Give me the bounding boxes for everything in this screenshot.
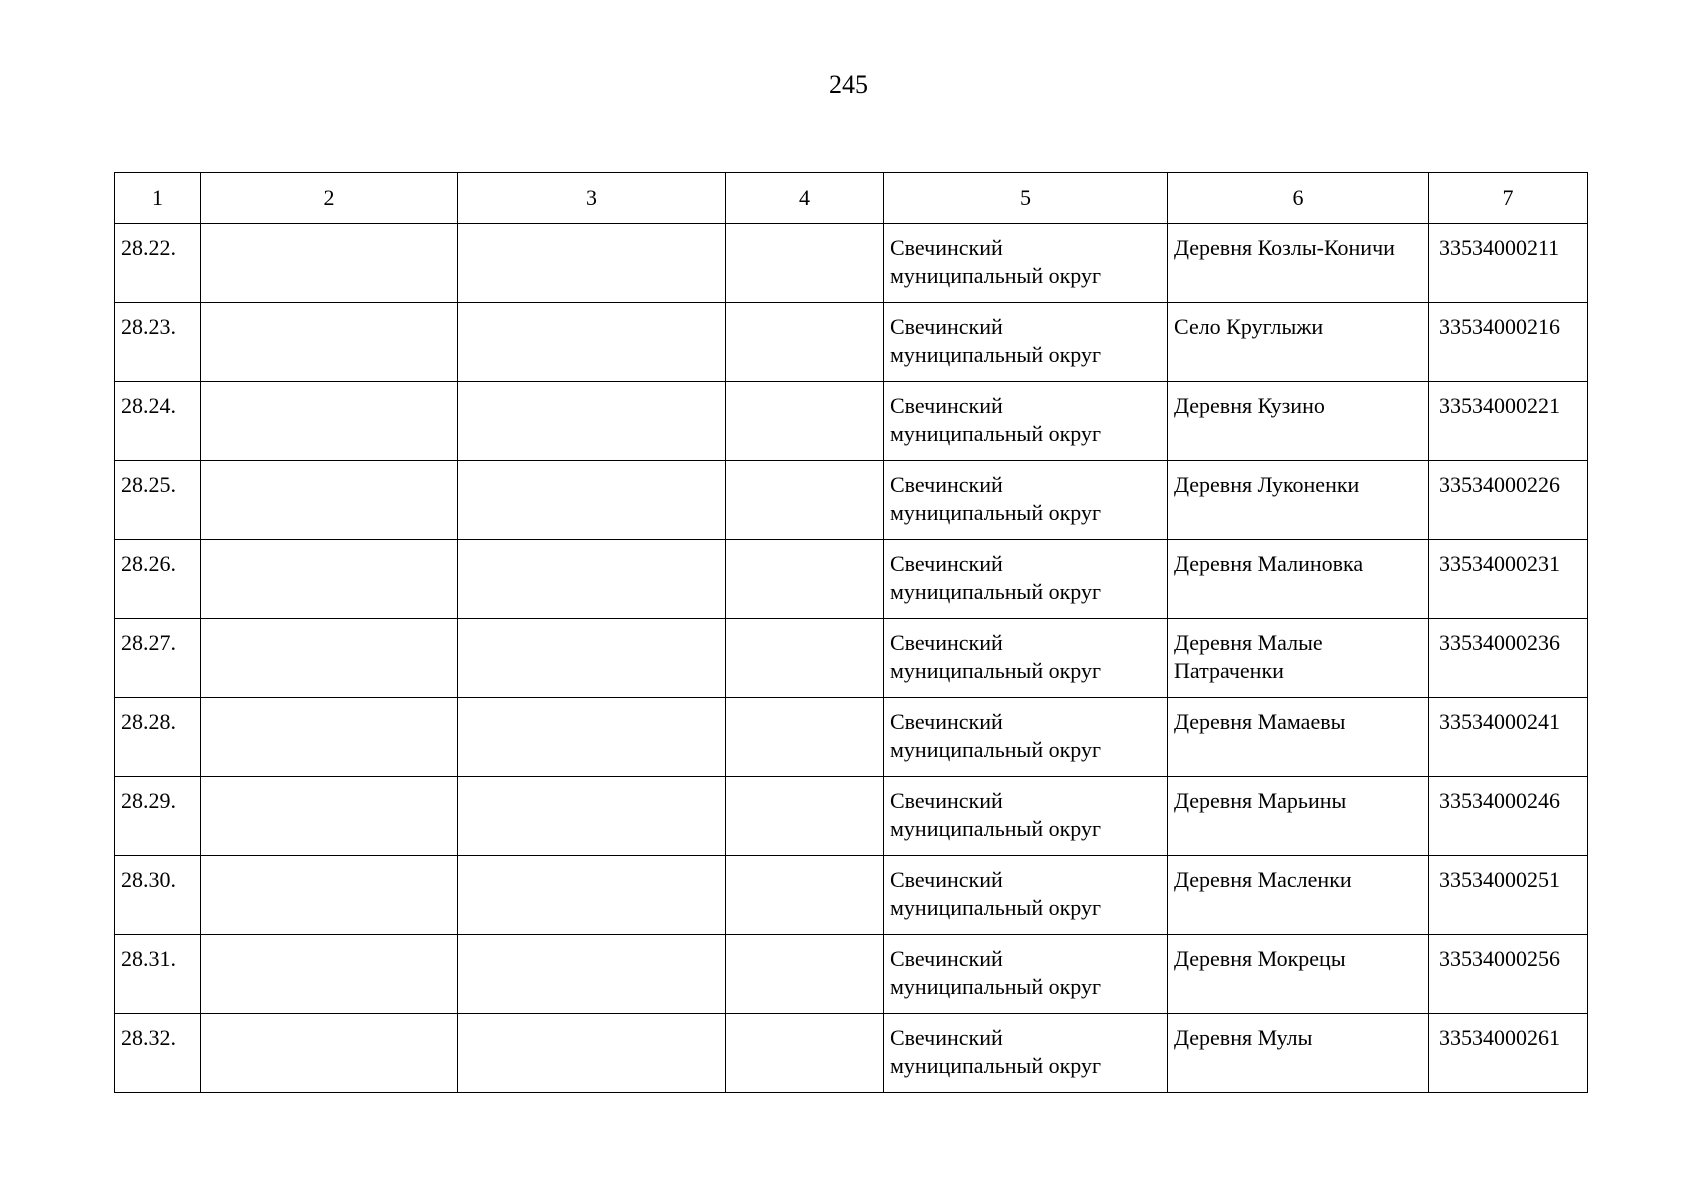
column-4-cell [726,856,884,935]
row-number-cell: 28.24. [115,382,201,461]
district-cell [884,935,1168,1014]
column-2-cell [201,303,458,382]
table-row [115,303,1588,382]
district-type: муниципальный округ [890,895,1102,920]
row-number-cell: 28.23. [115,303,201,382]
row-number-cell: 28.31. [115,935,201,1014]
column-2-cell [201,698,458,777]
district-name: Свечинский [890,235,1003,260]
district-type: муниципальный округ [890,974,1102,999]
column-3-cell [458,856,726,935]
settlement-cell: Деревня Малиновка [1168,540,1429,619]
district-type: муниципальный округ [890,816,1102,841]
column-2-cell [201,461,458,540]
district-type: муниципальный округ [890,658,1102,683]
district-cell [884,698,1168,777]
column-4-cell [726,698,884,777]
settlement-cell: Деревня Малые Патраченки [1168,619,1429,698]
settlement-cell: Деревня Мокрецы [1168,935,1429,1014]
oktmo-code-cell: 33534000246 [1429,777,1588,856]
district-cell [884,619,1168,698]
column-4-cell [726,935,884,1014]
row-number-cell: 28.22. [115,224,201,303]
district-type: муниципальный округ [890,342,1102,367]
oktmo-code-cell: 33534000216 [1429,303,1588,382]
column-4-cell [726,461,884,540]
table-row [115,224,1588,303]
district-cell [884,461,1168,540]
column-4-cell [726,540,884,619]
district-cell [884,224,1168,303]
oktmo-code-cell: 33534000236 [1429,619,1588,698]
row-number-cell: 28.25. [115,461,201,540]
settlement-cell: Село Круглыжи [1168,303,1429,382]
column-header-3: 3 [458,173,726,224]
column-4-cell [726,303,884,382]
district-type: муниципальный округ [890,421,1102,446]
row-number-cell: 28.29. [115,777,201,856]
column-3-cell [458,935,726,1014]
table-row [115,935,1588,1014]
column-4-cell [726,619,884,698]
column-4-cell [726,1014,884,1093]
column-2-cell [201,540,458,619]
district-type: муниципальный округ [890,263,1102,288]
column-3-cell [458,1014,726,1093]
table-row [115,1014,1588,1093]
settlement-cell: Деревня Козлы-Коничи [1168,224,1429,303]
oktmo-code-cell: 33534000231 [1429,540,1588,619]
row-number-cell: 28.27. [115,619,201,698]
row-number-cell: 28.30. [115,856,201,935]
column-3-cell [458,698,726,777]
district-cell [884,382,1168,461]
column-header-1: 1 [115,173,201,224]
oktmo-code-cell: 33534000251 [1429,856,1588,935]
column-2-cell [201,1014,458,1093]
settlement-cell: Деревня Масленки [1168,856,1429,935]
row-number-cell: 28.32. [115,1014,201,1093]
column-3-cell [458,382,726,461]
district-cell [884,303,1168,382]
column-2-cell [201,224,458,303]
settlement-cell: Деревня Мамаевы [1168,698,1429,777]
district-name: Свечинский [890,946,1003,971]
district-type: муниципальный округ [890,1053,1102,1078]
oktmo-code-cell: 33534000221 [1429,382,1588,461]
district-name: Свечинский [890,314,1003,339]
table-row [115,382,1588,461]
page-number: 245 [829,70,868,99]
district-name: Свечинский [890,393,1003,418]
table-row [115,777,1588,856]
column-2-cell [201,382,458,461]
district-name: Свечинский [890,1025,1003,1050]
settlements-table [114,172,1588,1093]
oktmo-code-cell: 33534000241 [1429,698,1588,777]
oktmo-code-cell: 33534000211 [1429,224,1588,303]
district-cell [884,777,1168,856]
column-3-cell [458,540,726,619]
column-header-4: 4 [726,173,884,224]
column-2-cell [201,935,458,1014]
column-3-cell [458,303,726,382]
district-type: муниципальный округ [890,500,1102,525]
column-3-cell [458,619,726,698]
column-header-2: 2 [201,173,458,224]
district-name: Свечинский [890,709,1003,734]
column-2-cell [201,856,458,935]
oktmo-code-cell: 33534000261 [1429,1014,1588,1093]
oktmo-code-cell: 33534000226 [1429,461,1588,540]
table-row [115,619,1588,698]
column-header-6: 6 [1168,173,1429,224]
district-type: муниципальный округ [890,737,1102,762]
district-name: Свечинский [890,867,1003,892]
oktmo-code-cell: 33534000256 [1429,935,1588,1014]
settlement-cell: Деревня Кузино [1168,382,1429,461]
table-row [115,540,1588,619]
column-2-cell [201,777,458,856]
settlement-cell: Деревня Марьины [1168,777,1429,856]
row-number-cell: 28.28. [115,698,201,777]
column-header-5: 5 [884,173,1168,224]
district-name: Свечинский [890,788,1003,813]
table-row [115,698,1588,777]
district-cell [884,540,1168,619]
district-cell [884,856,1168,935]
column-header-7: 7 [1429,173,1588,224]
table-row [115,856,1588,935]
row-number-cell: 28.26. [115,540,201,619]
column-3-cell [458,777,726,856]
column-2-cell [201,619,458,698]
column-4-cell [726,382,884,461]
column-3-cell [458,461,726,540]
settlement-cell: Деревня Мулы [1168,1014,1429,1093]
table-body [115,224,1588,1093]
table-header-row [115,173,1588,224]
district-name: Свечинский [890,472,1003,497]
district-name: Свечинский [890,630,1003,655]
table-row [115,461,1588,540]
district-cell [884,1014,1168,1093]
column-3-cell [458,224,726,303]
settlement-cell: Деревня Луконенки [1168,461,1429,540]
district-type: муниципальный округ [890,579,1102,604]
column-4-cell [726,224,884,303]
district-name: Свечинский [890,551,1003,576]
column-4-cell [726,777,884,856]
